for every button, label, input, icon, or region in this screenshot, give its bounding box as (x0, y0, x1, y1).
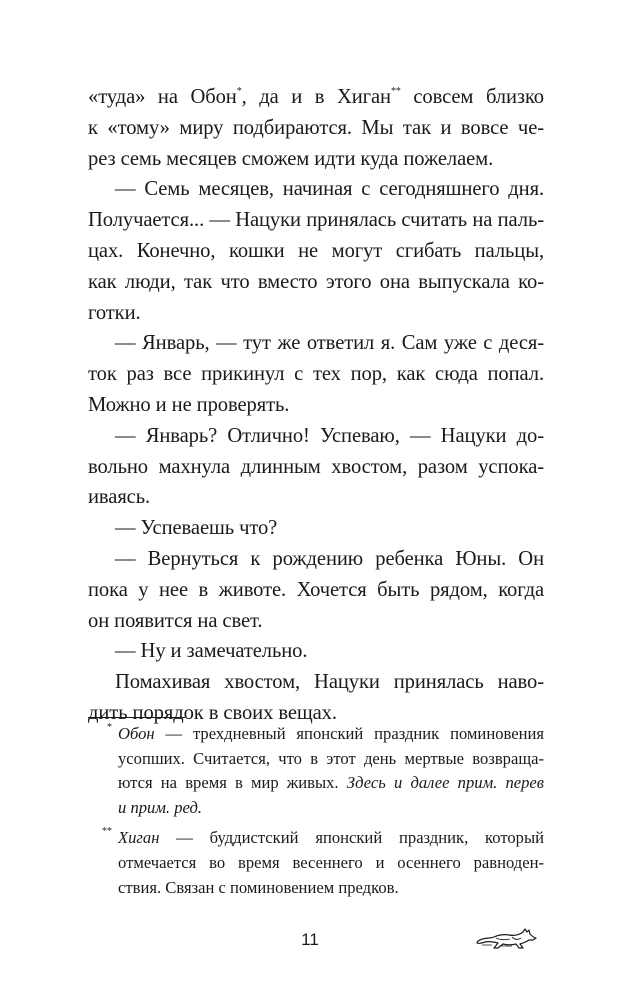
footnote-line: отмечается во время весеннего и осеннего равноден- (118, 852, 544, 872)
paragraph (88, 636, 544, 667)
footnote-line: ются на время в мир живых. Здесь и далее прим. перев (118, 773, 544, 793)
running-cat-icon (476, 926, 538, 950)
text-line: — Семь месяцев, начиная с сегодняшнего дня. (115, 178, 544, 201)
page-number: 11 (301, 930, 319, 949)
main-text (88, 82, 544, 729)
text-line: Помахивая хвостом, Нацуки принялась наво- (115, 671, 544, 694)
text-line: он появится на свет. (88, 609, 263, 632)
paragraph (88, 544, 544, 636)
text-line: — Вернуться к рождению ребенка Юны. Он (115, 547, 544, 570)
paragraph (88, 82, 544, 174)
paragraph (88, 421, 544, 513)
italic-text: Здесь и далее прим. перев (346, 773, 544, 793)
text-line: рез семь месяцев сможем идти куда пожелаем. (88, 147, 494, 170)
footnote (88, 722, 544, 820)
text-line: — Ну и замечательно. (115, 640, 308, 663)
paragraph (88, 174, 544, 328)
text-line: вольно махнула длинным хвостом, разом успока- (88, 455, 544, 478)
footnote-divider (88, 717, 185, 718)
footnote-ref: * (236, 86, 242, 97)
text-line: цах. Конечно, кошки не могут сгибать пальцы, (88, 239, 544, 262)
text-line: готки. (88, 301, 141, 324)
italic-text: Хиган (118, 828, 160, 848)
footnote-ref: ** (390, 86, 401, 97)
text-line: Получается... — Нацуки принялась считать на паль- (88, 209, 544, 232)
paragraph (88, 667, 544, 729)
text-line: — Январь, — тут же ответил я. Сам уже с деся- (115, 332, 544, 355)
italic-text: Обон (118, 724, 155, 743)
text-line: пока у нее в животе. Хочется быть рядом, когда (88, 578, 544, 601)
footnote-line: усопших. Считается, что в этот день мертвые возвраща- (118, 748, 544, 768)
text-line: Можно и не проверять. (88, 393, 290, 416)
text-line: иваясь. (88, 486, 151, 509)
text-line: — Январь? Отлично! Успеваю, — Нацуки до- (115, 424, 544, 447)
text-line: к «тому» миру подбираются. Мы так и вовсе че- (88, 116, 544, 139)
footnote (88, 826, 544, 900)
paragraph (88, 328, 544, 420)
footnote-line: Обон — трехдневный японский праздник поминовения (118, 724, 544, 743)
text-line: дить порядок в своих вещах. (88, 701, 337, 724)
footnote-mark: ** (102, 826, 112, 838)
footnotes (88, 722, 544, 906)
footnote-mark: * (107, 722, 112, 733)
italic-text: и прим. ред. (118, 797, 203, 817)
text-line: как люди, так что вместо этого она выпускала ко- (88, 270, 544, 293)
footnote-line: Хиган — буддистский японский праздник, который (118, 828, 544, 848)
text-line: ток раз все прикинул с тех пор, как сюда попал. (88, 363, 544, 386)
footnote-line (118, 796, 544, 821)
footnote-line: ствия. Связан с поминовением предков. (118, 877, 399, 897)
text-line: — Успеваешь что? (115, 517, 278, 540)
paragraph (88, 513, 544, 544)
text-line: «туда» на Обон*, да и в Хиган** совсем близко (88, 86, 544, 108)
